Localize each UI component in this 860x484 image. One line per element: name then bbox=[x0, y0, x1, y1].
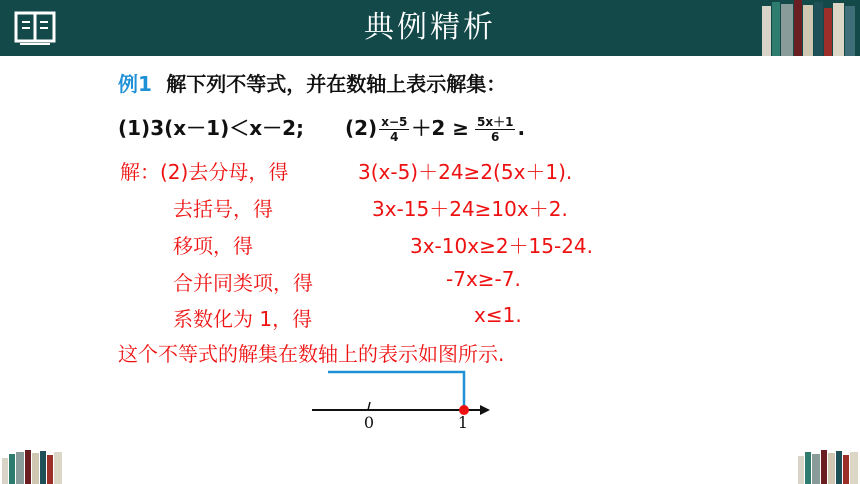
tick-label: 0 bbox=[363, 413, 375, 432]
solution-conclusion: 这个不等式的解集在数轴上的表示如图所示. bbox=[118, 342, 505, 366]
fraction-1-denominator: 4 bbox=[390, 130, 399, 144]
problem-part-1: (1)3(x－1)＜x－2; bbox=[118, 116, 305, 140]
tick-label: 1 bbox=[457, 413, 469, 432]
example-label: 例1 bbox=[118, 72, 152, 96]
page-title: 典例精析 bbox=[364, 10, 496, 45]
solution-step-expression: x≤1. bbox=[474, 303, 522, 327]
solution-step-label: 合并同类项，得 bbox=[173, 271, 313, 295]
fraction-2-numerator: 5x＋1 bbox=[477, 115, 514, 129]
problem-parts-line bbox=[118, 112, 525, 144]
solution-step-expression: 3(x-5)＋24≥2(5x＋1). bbox=[358, 160, 573, 184]
fraction-1 bbox=[379, 115, 409, 144]
solution-step-expression: 3x-15＋24≥10x＋2. bbox=[372, 197, 568, 221]
fraction-1-numerator: x−5 bbox=[381, 115, 408, 129]
bookshelf-icon bbox=[796, 448, 860, 484]
solution-step-label: 解：(2)去分母，得 bbox=[120, 160, 289, 184]
solution-step-label: 系数化为 1，得 bbox=[173, 307, 313, 331]
fraction-2 bbox=[475, 115, 515, 144]
problem-part-2-prefix: (2) bbox=[345, 116, 378, 140]
problem-part-2-middle: ＋2 ≥ bbox=[411, 116, 469, 140]
problem-prompt: 解下列不等式，并在数轴上表示解集： bbox=[166, 72, 507, 96]
axis-arrow-icon bbox=[480, 405, 490, 415]
book-icon bbox=[14, 11, 56, 45]
problem-prompt-line bbox=[118, 68, 506, 97]
solution-step-expression: -7x≥-7. bbox=[446, 267, 521, 291]
bookshelf-icon bbox=[0, 448, 64, 484]
fraction-2-denominator: 6 bbox=[491, 130, 500, 144]
solution-step-label: 去括号，得 bbox=[173, 197, 273, 221]
problem-part-2-end: . bbox=[517, 116, 526, 140]
solution-step-expression: 3x-10x≥2＋15-24. bbox=[410, 234, 594, 258]
tick-mark bbox=[368, 402, 370, 410]
number-line-diagram bbox=[300, 360, 500, 434]
bookshelf-icon bbox=[758, 0, 860, 56]
solution-step-label: 移项，得 bbox=[173, 234, 253, 258]
solution-bracket bbox=[328, 372, 464, 408]
